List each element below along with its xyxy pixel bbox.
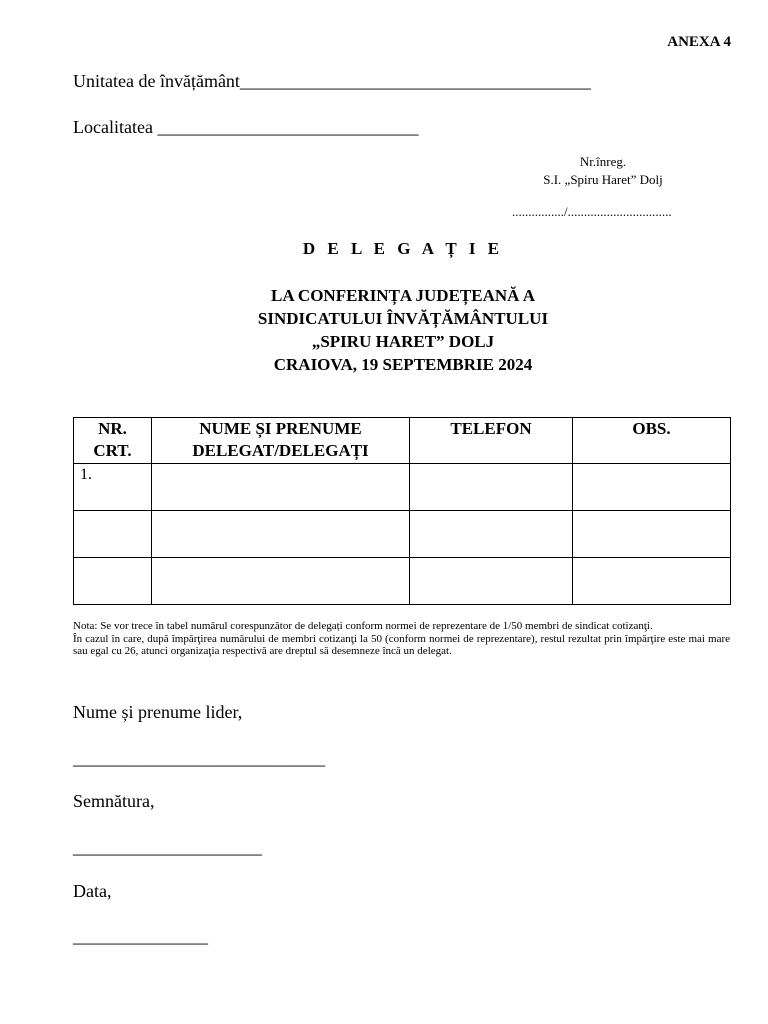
subtitle-line-2: SINDICATULUI ÎNVĂȚĂMÂNTULUI — [257, 309, 549, 328]
subtitle-line-4: CRAIOVA, 19 SEPTEMBRIE 2024 — [273, 355, 533, 374]
delegates-table — [73, 417, 731, 605]
document-title: D E L E G A Ț I E — [302, 239, 504, 258]
table-row — [74, 558, 731, 605]
header-phone: TELEFON — [410, 418, 573, 464]
note-section — [73, 620, 730, 658]
signature-line: _____________________ — [73, 837, 262, 857]
row-nr-cell — [74, 558, 152, 605]
signature-label: Semnătura, — [73, 791, 155, 811]
registration-number-label: Nr.înreg. — [579, 154, 627, 169]
note-paragraph-2: În cazul în care, după împărţirea numărului de membri cotizanţi la 50 (conform normei de reprezentare), restul rezultat prin împărţire este mai mare sau egal cu 26, atunci organizaţia respectivă are dreptul să desemneze încă un delegat. — [73, 632, 730, 657]
leader-name-line: ____________________________ — [73, 748, 325, 768]
row-phone-cell[interactable] — [410, 511, 573, 558]
date-line: _______________ — [73, 926, 208, 946]
annex-label: ANEXA 4 — [667, 34, 731, 50]
leader-name-label: Nume și prenume lider, — [73, 702, 243, 722]
header-name — [152, 418, 410, 464]
row-obs-cell[interactable] — [573, 558, 731, 605]
document-subtitle — [0, 284, 768, 376]
school-unit-field: Unitatea de învățământ_______________________________________ — [73, 71, 591, 91]
row-name-cell[interactable] — [152, 558, 410, 605]
subtitle-line-1: LA CONFERINȚA JUDEȚEANĂ A — [270, 286, 535, 305]
registration-organization: S.I. „Spiru Haret” Dolj — [543, 172, 663, 187]
subtitle-line-3: „SPIRU HARET” DOLJ — [311, 332, 495, 351]
header-nr-line: NR. — [98, 419, 127, 438]
row-name-cell[interactable] — [152, 464, 410, 511]
row-obs-cell[interactable] — [573, 464, 731, 511]
row-phone-cell[interactable] — [410, 558, 573, 605]
header-crt-line: CRT. — [93, 441, 132, 460]
date-label: Data, — [73, 881, 112, 901]
registration-number-blank: ................/................................ — [512, 204, 672, 219]
header-name-line-1: NUME ȘI PRENUME — [199, 419, 362, 438]
row-obs-cell[interactable] — [573, 511, 731, 558]
header-obs: OBS. — [573, 418, 731, 464]
row-nr-cell — [74, 511, 152, 558]
note-paragraph-1: Nota: Se vor trece în tabel numărul corespunzător de delegați conform normei de reprezentare de 1/50 membri de sindicat cotizanţi. — [73, 620, 653, 632]
row-nr-cell: 1. — [74, 464, 152, 511]
header-nr-crt — [74, 418, 152, 464]
header-name-line-2: DELEGAT/DELEGAȚI — [192, 441, 369, 460]
table-header-row — [74, 418, 731, 464]
row-name-cell[interactable] — [152, 511, 410, 558]
locality-field: Localitatea _____________________________ — [73, 117, 419, 137]
table-row — [74, 511, 731, 558]
table-row — [74, 464, 731, 511]
row-phone-cell[interactable] — [410, 464, 573, 511]
